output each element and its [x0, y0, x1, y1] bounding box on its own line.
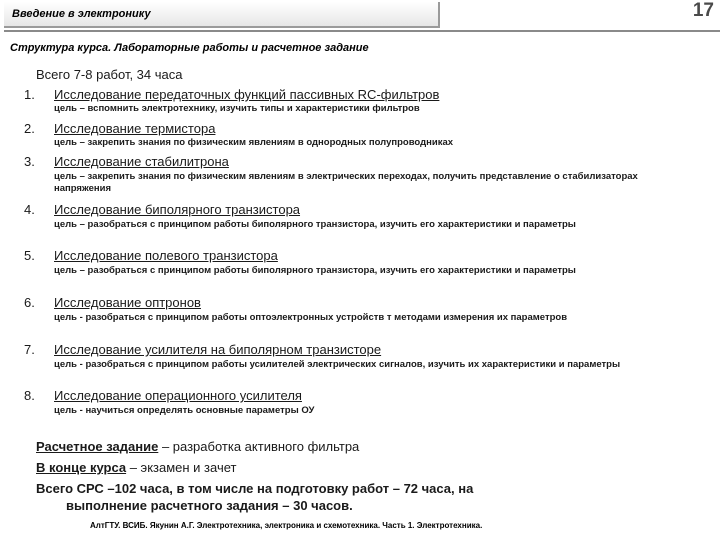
lab-title: Исследование полевого транзистора	[54, 248, 278, 263]
srs-line-1: Всего СРС –102 часа, в том числе на подготовку работ – 72 часа, на	[36, 481, 474, 496]
lab-title: Исследование усилителя на биполярном транзисторе	[54, 342, 382, 357]
lab-title: Исследование оптронов	[54, 295, 201, 310]
lab-title: Исследование стабилитрона	[54, 154, 229, 169]
page-number: 17	[692, 0, 714, 21]
lab-goal: цель – разобраться с принципом работы биполярного транзистора, изучить его характеристики и параметры	[54, 219, 576, 230]
lab-number: 4.	[24, 202, 35, 217]
lab-title: Исследование термистора	[54, 121, 216, 136]
lab-number: 5.	[24, 248, 35, 263]
lab-goal: цель - научиться определять основные параметры ОУ	[54, 405, 315, 416]
lab-number: 3.	[24, 154, 35, 169]
lab-title: Исследование биполярного транзистора	[54, 202, 301, 217]
lab-number: 8.	[24, 388, 35, 403]
summary: Всего 7-8 работ, 34 часа	[36, 67, 183, 82]
header-box	[4, 2, 440, 28]
lab-goal: цель – вспомнить электротехнику, изучить типы и характеристики фильтров	[54, 103, 420, 114]
lab-number: 7.	[24, 342, 35, 357]
lab-goal: цель – закрепить знания по физическим явлениям в однородных полупроводниках	[54, 137, 454, 148]
lab-goal: цель – закрепить знания по физическим явлениям в электрических переходах, получить представление о стабилизаторах напряжения	[54, 171, 638, 194]
calc-task-label: Расчетное задание	[36, 439, 159, 454]
calc-task-text: – разработка активного фильтра	[161, 439, 360, 454]
header-title: Введение в электронику	[12, 8, 151, 20]
lab-goal: цель – разобраться с принципом работы биполярного транзистора, изучить его характеристики и параметры	[54, 265, 576, 276]
calc-task-line	[36, 439, 359, 454]
course-end-label: В конце курса	[36, 460, 127, 475]
lab-goal: цель - разобраться с принципом работы усилителей электрических сигналов, изучить их характеристики и параметры	[54, 359, 621, 370]
lab-title: Исследование операционного усилителя	[54, 388, 302, 403]
top-rule	[4, 30, 720, 32]
lab-number: 2.	[24, 121, 35, 136]
lab-number: 6.	[24, 295, 35, 310]
lab-title: Исследование передаточных функций пассивных RC-фильтров	[54, 87, 440, 102]
footer: АлтГТУ. ВСИБ. Якунин А.Г. Электротехника, электроника и схемотехника. Часть 1. Электротехника.	[90, 521, 483, 530]
lab-number: 1.	[24, 87, 35, 102]
course-end-text: – экзамен и зачет	[129, 460, 237, 475]
srs-line-2: выполнение расчетного задания – 30 часов.	[66, 498, 353, 513]
lab-goal: цель - разобраться с принципом работы оптоэлектронных устройств т методами измерения их параметров	[54, 312, 568, 323]
course-title: Структура курса. Лабораторные работы и расчетное задание	[10, 42, 369, 54]
course-end-line	[36, 460, 236, 475]
